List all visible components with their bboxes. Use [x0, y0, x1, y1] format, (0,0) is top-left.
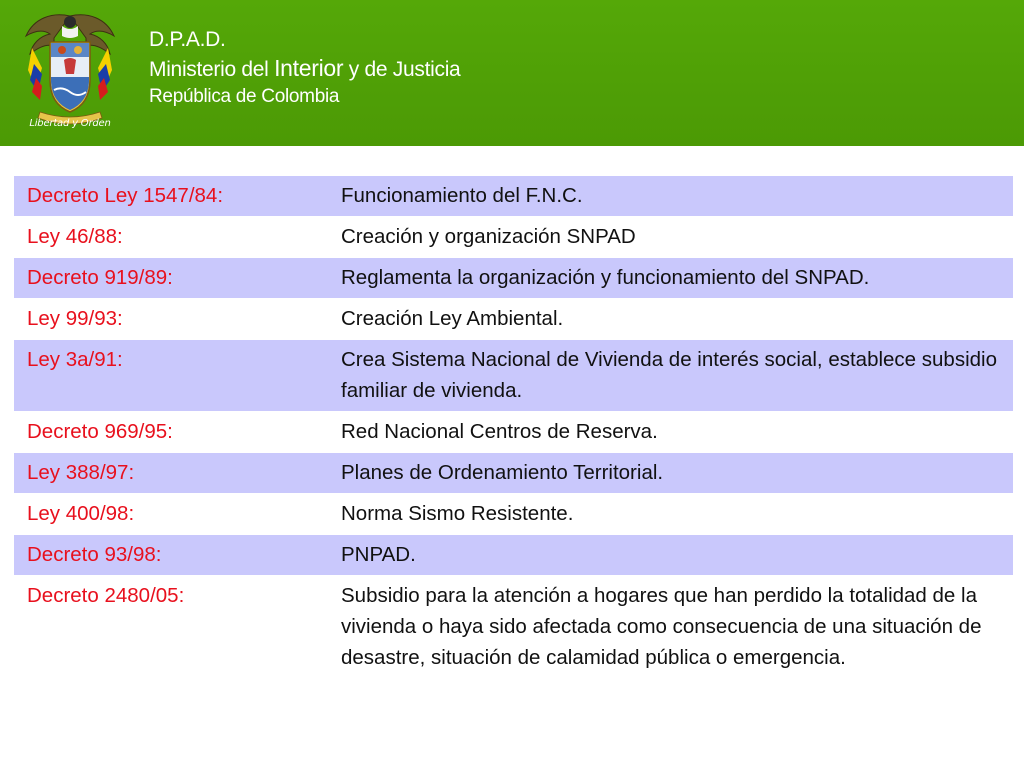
law-reference: Decreto 969/95:	[14, 412, 328, 453]
ministry-emphasis: Interior	[274, 55, 344, 81]
law-reference: Decreto 93/98:	[14, 535, 328, 576]
table-row	[14, 340, 1013, 412]
header-text	[149, 28, 460, 108]
table-row	[14, 258, 1013, 299]
table-row	[14, 176, 1013, 217]
law-description: Reglamenta la organización y funcionamiento del SNPAD.	[328, 258, 1013, 299]
header-banner	[0, 0, 1024, 146]
table-row	[14, 217, 1013, 258]
law-description: Creación y organización SNPAD	[328, 217, 1013, 258]
table-row	[14, 494, 1013, 535]
law-description: Funcionamiento del F.N.C.	[328, 176, 1013, 217]
table-row	[14, 453, 1013, 494]
ministry-name	[149, 52, 460, 86]
law-reference: Ley 99/93:	[14, 299, 328, 340]
table-row	[14, 299, 1013, 340]
law-description: Planes de Ordenamiento Territorial.	[328, 453, 1013, 494]
law-reference: Ley 388/97:	[14, 453, 328, 494]
law-description: Red Nacional Centros de Reserva.	[328, 412, 1013, 453]
ministry-prefix: Ministerio del	[149, 58, 275, 81]
laws-table	[14, 176, 1013, 679]
table-row	[14, 535, 1013, 576]
emblem-motto: Libertad y Orden	[29, 118, 111, 129]
law-description: PNPAD.	[328, 535, 1013, 576]
law-reference: Ley 400/98:	[14, 494, 328, 535]
republic-name: República de Colombia	[149, 86, 340, 107]
law-reference: Ley 3a/91:	[14, 340, 328, 412]
law-reference: Decreto 2480/05:	[14, 576, 328, 679]
law-description: Subsidio para la atención a hogares que han perdido la totalidad de la vivienda o haya sido afectada como consecuencia de una situación de desastre, situación de calamidad pública o emergencia.	[328, 576, 1013, 679]
law-description: Creación Ley Ambiental.	[328, 299, 1013, 340]
law-reference: Decreto Ley 1547/84:	[14, 176, 328, 217]
ministry-suffix: y de Justicia	[343, 58, 461, 81]
law-reference: Ley 46/88:	[14, 217, 328, 258]
law-description: Crea Sistema Nacional de Vivienda de interés social, establece subsidio familiar de vivienda.	[328, 340, 1013, 412]
table-row	[14, 412, 1013, 453]
law-description: Norma Sismo Resistente.	[328, 494, 1013, 535]
law-reference: Decreto 919/89:	[14, 258, 328, 299]
table-row	[14, 576, 1013, 679]
org-acronym: D.P.A.D.	[149, 28, 226, 51]
